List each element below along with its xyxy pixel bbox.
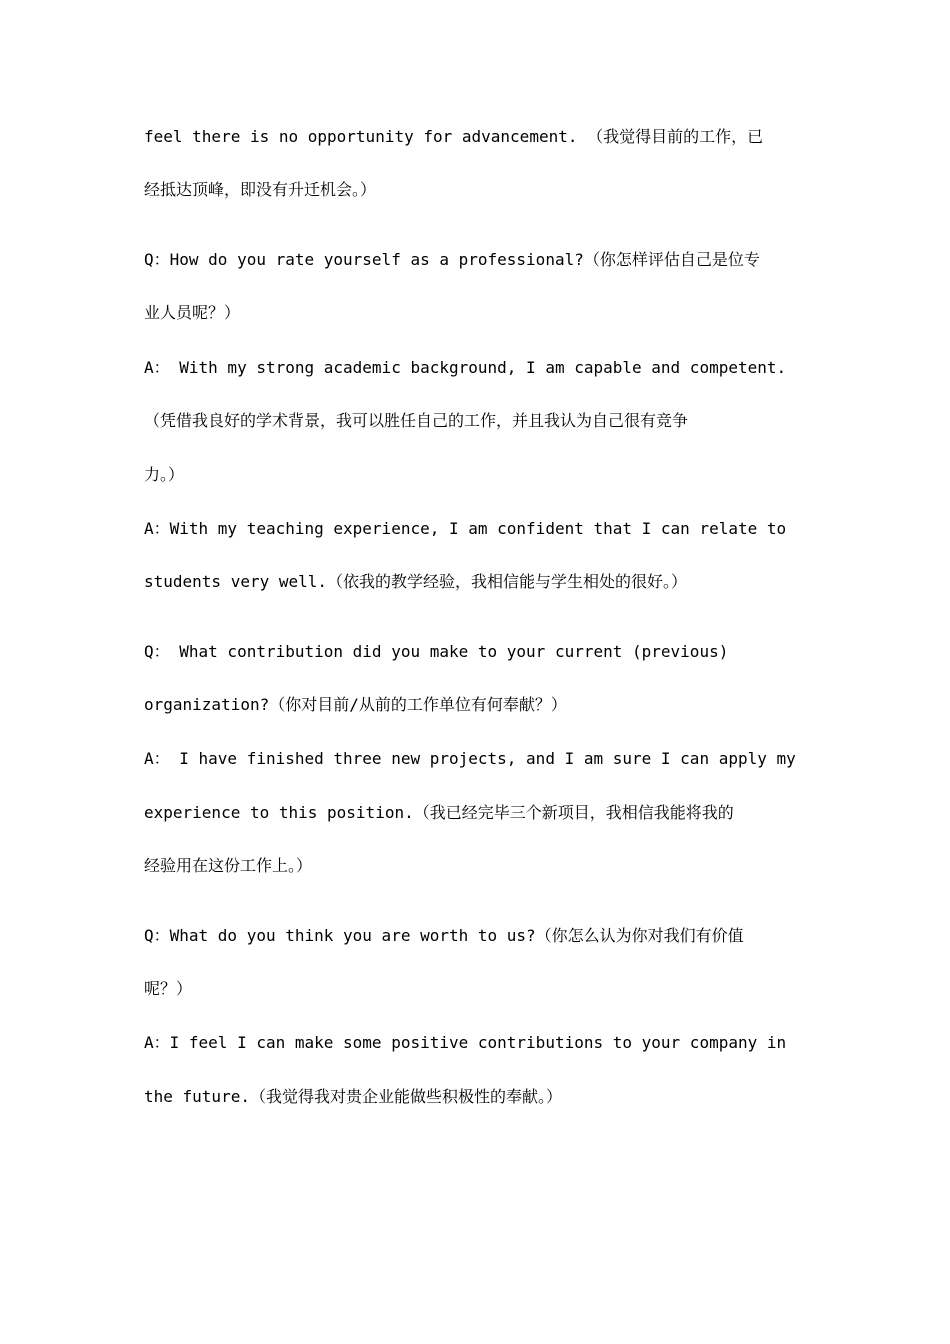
text-line: the future.（我觉得我对贵企业能做些积极性的奉献。）: [144, 1087, 562, 1106]
text-line: A：I feel I can make some positive contributions to your company in: [144, 1033, 787, 1052]
text-line: （凭借我良好的学术背景，我可以胜任自己的工作，并且我认为自己很有竞争: [144, 411, 689, 430]
text-line: 力。）: [144, 465, 185, 484]
text-line: A：With my teaching experience, I am confident that I can relate to: [144, 519, 787, 538]
text-line: A： I have finished three new projects, and I am sure I can apply my: [144, 749, 796, 768]
text-line: 经验用在这份工作上。）: [144, 856, 313, 875]
text-line: feel there is no opportunity for advancement. （我觉得目前的工作，已: [144, 127, 764, 146]
text-line: 经抵达顶峰，即没有升迁机会。）: [144, 180, 377, 199]
text-line: experience to this position.（我已经完毕三个新项目，我相信我能将我的: [144, 803, 734, 822]
text-line: organization?（你对目前/从前的工作单位有何奉献？）: [144, 695, 567, 714]
text-line: 呢？）: [144, 979, 193, 998]
text-line: 业人员呢？）: [144, 303, 241, 322]
text-line: students very well.（依我的教学经验，我相信能与学生相处的很好。）: [144, 572, 688, 591]
text-line: Q：How do you rate yourself as a professional?（你怎样评估自己是位专: [144, 250, 760, 269]
text-line: Q：What do you think you are worth to us?（你怎么认为你对我们有价值: [144, 926, 744, 945]
text-line: Q： What contribution did you make to your current (previous): [144, 642, 729, 661]
text-line: A： With my strong academic background, I am capable and competent.: [144, 358, 787, 377]
